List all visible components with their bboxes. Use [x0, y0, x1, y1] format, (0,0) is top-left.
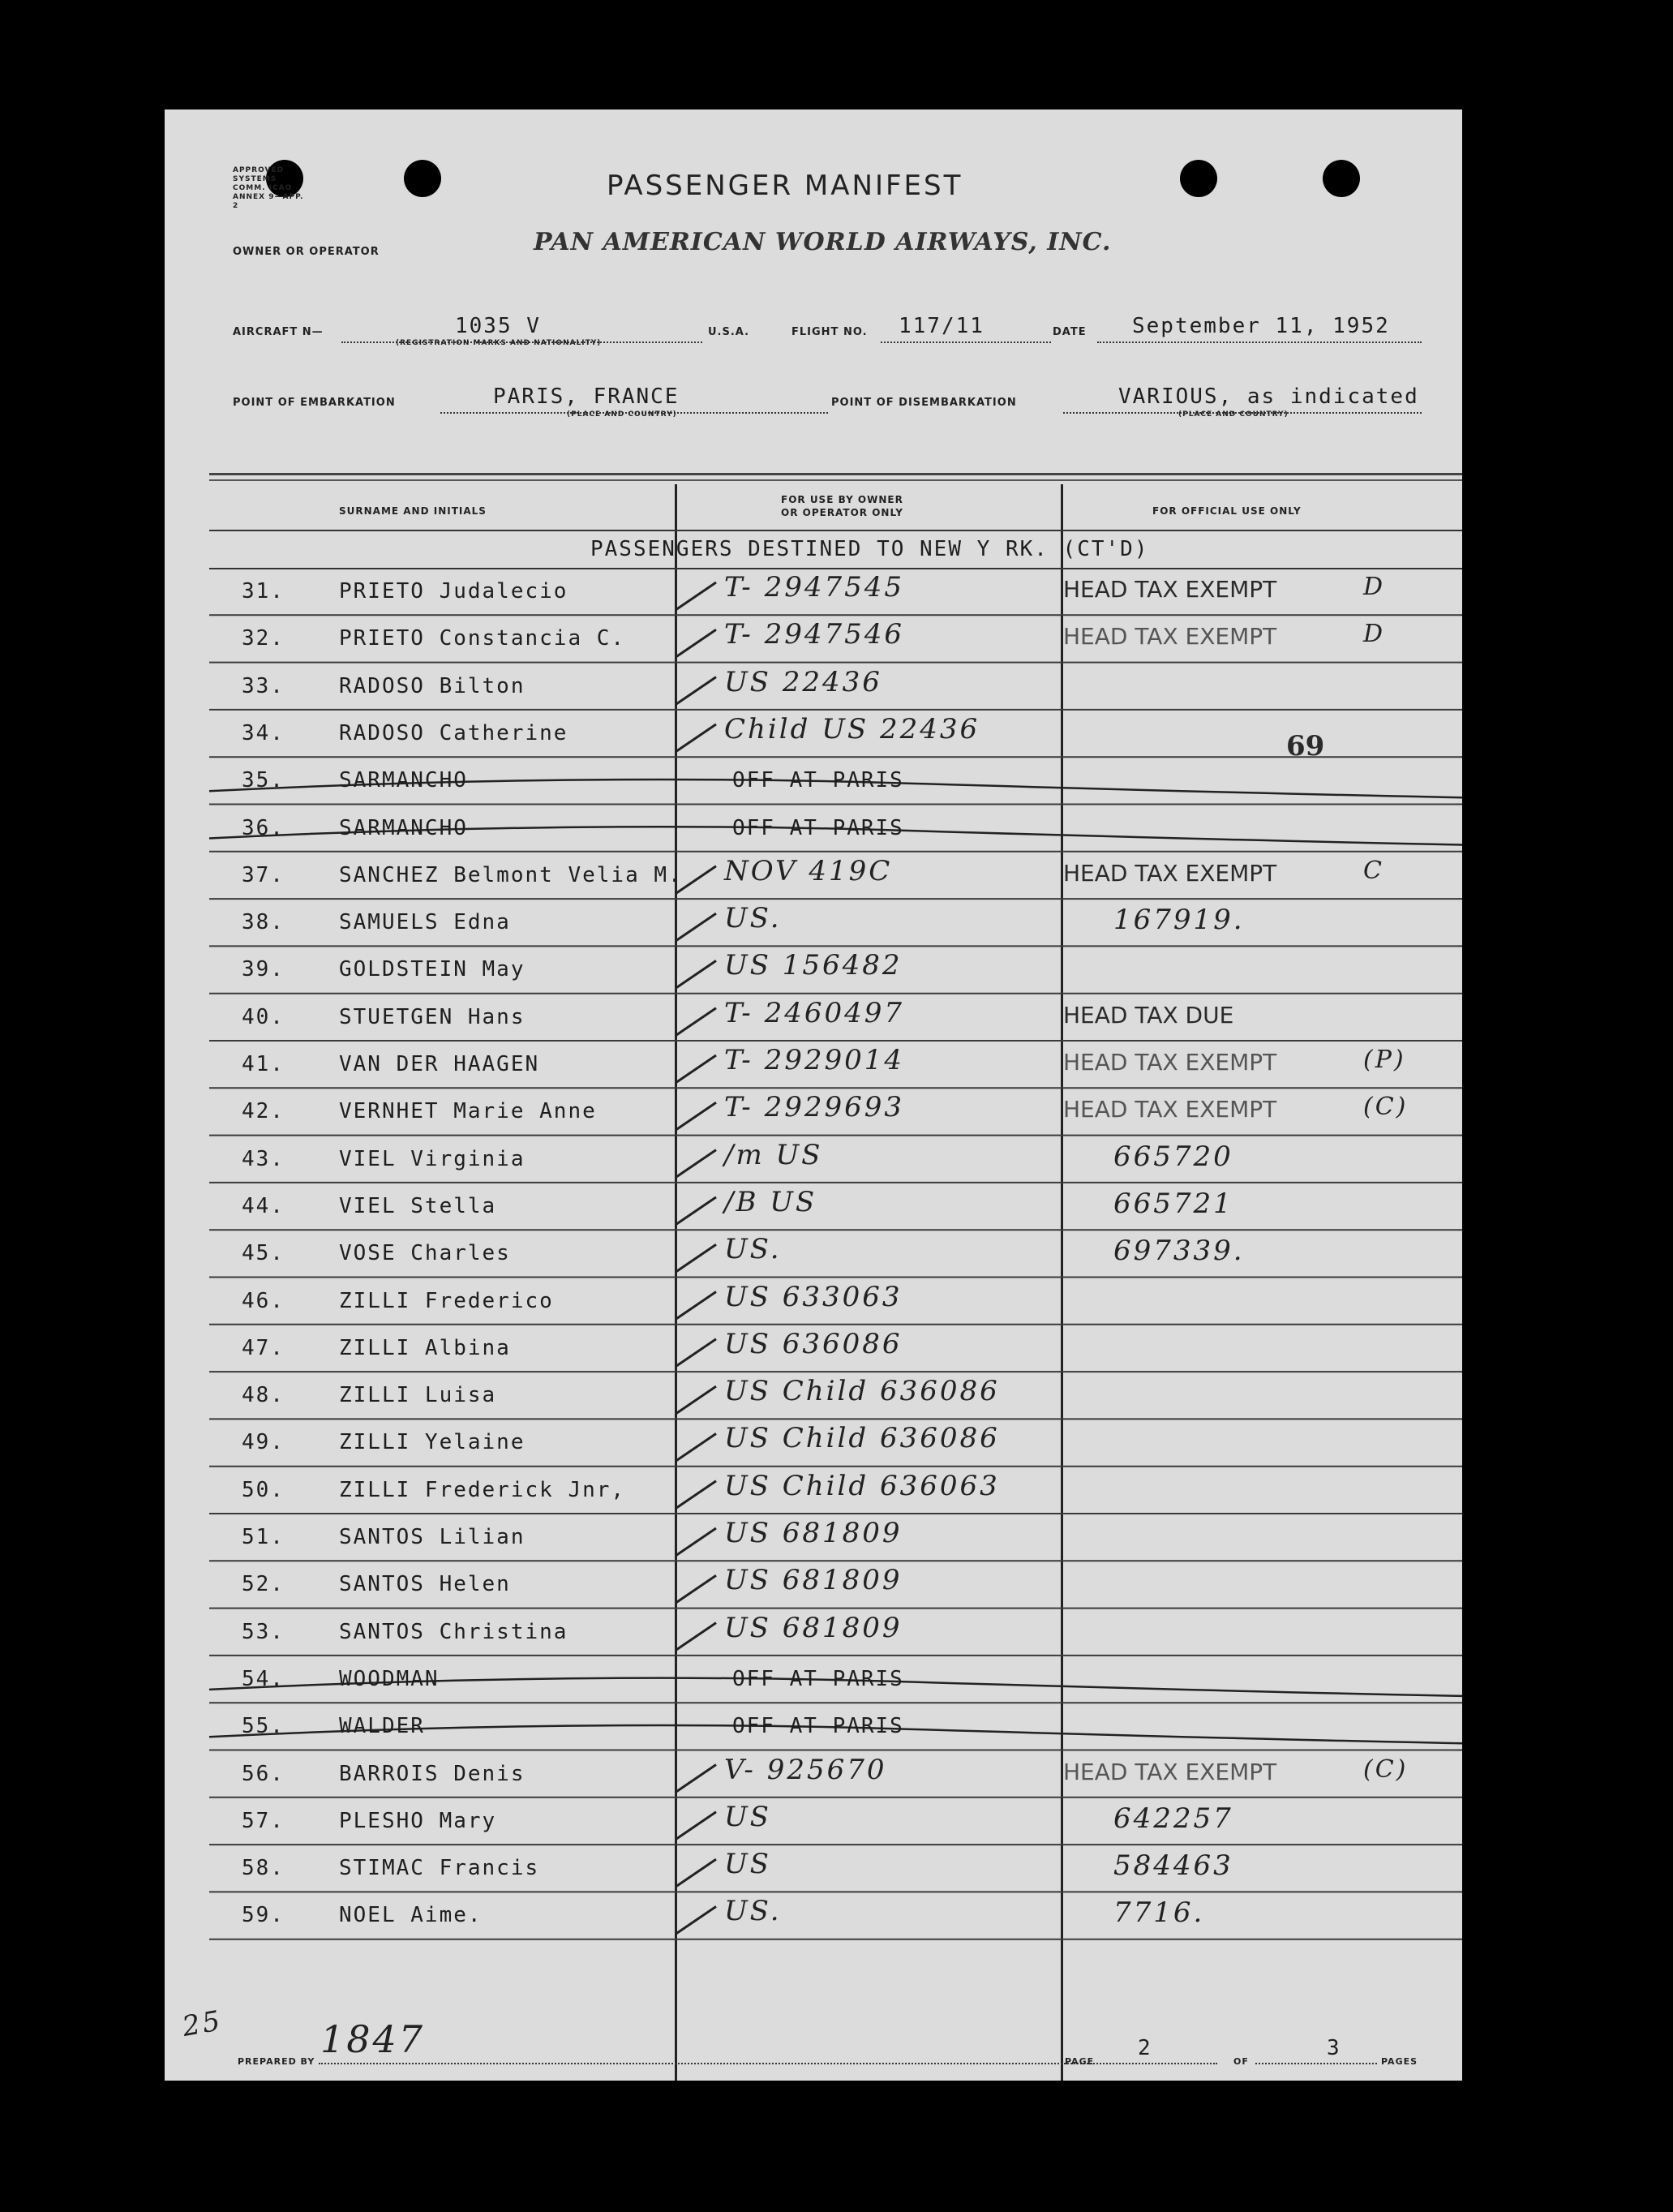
- prepared-label: PREPARED BY: [238, 2056, 315, 2067]
- passenger-name: SARMANCHO: [339, 768, 468, 793]
- operator-entry: T- 2460497: [724, 996, 905, 1029]
- total-pages: 3: [1327, 2036, 1341, 2060]
- passenger-name: VOSE Charles: [339, 1241, 511, 1266]
- row-number: 50.: [242, 1477, 285, 1502]
- operator-entry: US: [724, 1800, 771, 1833]
- row-number: 38.: [242, 910, 285, 935]
- passenger-name: NOEL Aime.: [339, 1903, 483, 1928]
- col-header-owner-line2: OR OPERATOR ONLY: [781, 507, 903, 518]
- official-entry: 665721: [1113, 1187, 1233, 1220]
- passenger-name: WOODMAN: [339, 1666, 440, 1691]
- passenger-name: ZILLI Luisa: [339, 1383, 497, 1408]
- row-number: 58.: [242, 1856, 285, 1881]
- check-tick: [676, 913, 716, 941]
- check-tick: [676, 1481, 716, 1509]
- check-tick: [676, 1765, 716, 1793]
- operator-entry: US.: [724, 902, 782, 935]
- usa-label: U.S.A.: [708, 326, 750, 338]
- official-mark: (C): [1363, 1755, 1409, 1784]
- passenger-name: PRIETO Judalecio: [339, 579, 568, 603]
- manifest-sheet: [165, 110, 1462, 2081]
- row-number: 45.: [242, 1241, 285, 1266]
- passenger-name: ZILLI Frederico: [339, 1288, 554, 1313]
- passenger-name: VAN DER HAAGEN: [339, 1052, 540, 1076]
- row-number: 40.: [242, 1004, 285, 1029]
- row-number: 34.: [242, 720, 285, 745]
- official-entry: HEAD TAX EXEMPT: [1063, 1096, 1277, 1123]
- disembarkation-caption: (PLACE AND COUNTRY): [1178, 410, 1289, 419]
- count-69: 69: [1286, 730, 1325, 762]
- operator-entry: US Child 636086: [724, 1422, 1000, 1455]
- official-mark: D: [1363, 573, 1386, 601]
- check-tick: [676, 1906, 716, 1934]
- col-header-owner-line1: FOR USE BY OWNER: [781, 494, 903, 505]
- row-number: 55.: [242, 1714, 285, 1739]
- operator-entry: US 681809: [724, 1564, 903, 1597]
- check-tick: [676, 629, 716, 657]
- row-number: 41.: [242, 1052, 285, 1076]
- row-number: 44.: [242, 1193, 285, 1218]
- approval-note: APPROVED SYSTEMS COMM. ICAO ANNEX 9—APP. 2: [233, 166, 304, 210]
- operator-entry: OFF AT PARIS: [732, 1714, 904, 1739]
- operator-entry: US 681809: [724, 1611, 903, 1644]
- row-number: 51.: [242, 1525, 285, 1549]
- official-mark: (C): [1363, 1093, 1409, 1122]
- row-number: 33.: [242, 673, 285, 698]
- check-tick: [676, 1433, 716, 1461]
- operator-entry: NOV 419C: [724, 854, 893, 887]
- page-title: PASSENGER MANIFEST: [607, 170, 963, 202]
- operator-entry: T- 2947546: [724, 618, 905, 651]
- official-entry: 697339.: [1113, 1235, 1245, 1268]
- flight-value: 117/11: [899, 314, 984, 338]
- passenger-name: ZILLI Yelaine: [339, 1430, 525, 1455]
- row-number: 43.: [242, 1146, 285, 1171]
- pages-label: PAGES: [1381, 2056, 1418, 2067]
- check-tick: [676, 582, 716, 610]
- disembarkation-label: POINT OF DISEMBARKATION: [831, 397, 1017, 409]
- check-tick: [676, 1244, 716, 1272]
- check-tick: [676, 1528, 716, 1556]
- passenger-name: SANCHEZ Belmont Velia M.: [339, 862, 683, 887]
- passenger-name: SANTOS Helen: [339, 1572, 511, 1597]
- col-header-official: FOR OFFICIAL USE ONLY: [1152, 505, 1302, 517]
- operator-entry: T- 2929014: [724, 1044, 905, 1076]
- aircraft-label: AIRCRAFT N—: [233, 326, 324, 338]
- passenger-name: ZILLI Albina: [339, 1335, 511, 1360]
- official-entry: 665720: [1113, 1140, 1233, 1173]
- margin-mark: 25: [179, 2004, 225, 2043]
- page-number: 2: [1138, 2036, 1152, 2060]
- passenger-name: SANTOS Christina: [339, 1619, 568, 1644]
- operator-entry: Child US 22436: [724, 712, 980, 745]
- row-number: 35.: [242, 768, 285, 793]
- embarkation-caption: (PLACE AND COUNTRY): [567, 410, 677, 419]
- page-label: PAGE: [1065, 2056, 1095, 2067]
- row-number: 59.: [242, 1903, 285, 1928]
- passenger-name: RADOSO Catherine: [339, 720, 568, 745]
- operator-entry: /B US: [724, 1185, 817, 1218]
- check-tick: [676, 1008, 716, 1036]
- aircraft-value: 1035 V: [455, 314, 541, 338]
- embarkation-label: POINT OF EMBARKATION: [233, 397, 396, 409]
- registration-caption: (REGISTRATION MARKS AND NATIONALITY): [396, 339, 602, 347]
- prepared-mark: 1847: [320, 2017, 426, 2061]
- check-tick: [676, 1197, 716, 1225]
- flight-label: FLIGHT NO.: [791, 326, 868, 338]
- operator-entry: OFF AT PARIS: [732, 768, 904, 793]
- check-tick: [676, 677, 716, 705]
- passenger-name: SAMUELS Edna: [339, 910, 511, 935]
- passenger-name: GOLDSTEIN May: [339, 957, 525, 982]
- official-entry: 167919.: [1113, 904, 1245, 937]
- operator-entry: US 681809: [724, 1517, 903, 1549]
- operator-entry: T- 2947545: [724, 571, 905, 603]
- check-tick: [676, 1150, 716, 1178]
- passenger-name: SANTOS Lilian: [339, 1525, 525, 1549]
- row-number: 47.: [242, 1335, 285, 1360]
- operator-entry: US Child 636063: [724, 1469, 1000, 1502]
- check-tick: [676, 1102, 716, 1130]
- owner-label: OWNER OR OPERATOR: [233, 246, 380, 258]
- official-entry: HEAD TAX EXEMPT: [1063, 576, 1277, 603]
- passenger-name: STIMAC Francis: [339, 1856, 540, 1881]
- operator-entry: OFF AT PARIS: [732, 815, 904, 840]
- official-entry: HEAD TAX EXEMPT: [1063, 859, 1277, 887]
- passenger-name: BARROIS Denis: [339, 1761, 525, 1786]
- check-tick: [676, 960, 716, 988]
- official-entry: 7716.: [1113, 1896, 1205, 1930]
- passenger-name: VERNHET Marie Anne: [339, 1099, 597, 1124]
- airline-name: PAN AMERICAN WORLD AIRWAYS, INC.: [534, 228, 1112, 256]
- column-divider: [1061, 484, 1063, 2081]
- date-label: DATE: [1053, 326, 1087, 338]
- column-divider: [675, 484, 677, 2081]
- operator-entry: V- 925670: [724, 1753, 887, 1786]
- official-entry: HEAD TAX EXEMPT: [1063, 623, 1277, 651]
- operator-entry: US: [724, 1848, 771, 1881]
- row-number: 39.: [242, 957, 285, 982]
- passenger-name: VIEL Stella: [339, 1193, 497, 1218]
- row-number: 32.: [242, 626, 285, 651]
- operator-entry: US 156482: [724, 949, 903, 982]
- passenger-name: WALDER: [339, 1714, 425, 1739]
- operator-entry: US Child 636086: [724, 1375, 1000, 1408]
- operator-entry: /m US: [724, 1138, 823, 1171]
- operator-entry: OFF AT PARIS: [732, 1666, 904, 1691]
- official-entry: HEAD TAX EXEMPT: [1063, 1758, 1277, 1785]
- official-entry: HEAD TAX DUE: [1063, 1001, 1234, 1029]
- check-tick: [676, 724, 716, 752]
- operator-entry: US 636086: [724, 1327, 903, 1360]
- punch-hole: [1180, 160, 1217, 197]
- disembarkation-value: VARIOUS, as indicated: [1118, 384, 1419, 409]
- check-tick: [676, 1386, 716, 1414]
- row-number: 56.: [242, 1761, 285, 1786]
- embarkation-value: PARIS, FRANCE: [493, 384, 680, 409]
- date-value: September 11, 1952: [1132, 314, 1390, 338]
- passenger-name: VIEL Virginia: [339, 1146, 525, 1171]
- check-tick: [676, 1812, 716, 1840]
- official-entry: 642257: [1113, 1802, 1233, 1835]
- passenger-name: ZILLI Frederick Jnr,: [339, 1477, 626, 1502]
- passenger-name: PRIETO Constancia C.: [339, 626, 626, 651]
- official-entry: 584463: [1113, 1849, 1233, 1883]
- check-tick: [676, 1055, 716, 1083]
- row-number: 36.: [242, 815, 285, 840]
- section-heading: PASSENGERS DESTINED TO NEW Y RK. (CT'D): [590, 537, 1149, 561]
- check-tick: [676, 1575, 716, 1603]
- official-entry: HEAD TAX EXEMPT: [1063, 1049, 1277, 1076]
- operator-entry: T- 2929693: [724, 1091, 905, 1124]
- row-number: 46.: [242, 1288, 285, 1313]
- operator-entry: US 633063: [724, 1280, 903, 1313]
- official-mark: D: [1363, 620, 1386, 649]
- check-tick: [676, 1292, 716, 1320]
- row-number: 49.: [242, 1430, 285, 1455]
- operator-entry: US 22436: [724, 665, 882, 698]
- row-number: 42.: [242, 1099, 285, 1124]
- passenger-name: SARMANCHO: [339, 815, 468, 840]
- row-number: 52.: [242, 1572, 285, 1597]
- punch-hole: [1323, 160, 1360, 197]
- operator-entry: US.: [724, 1895, 782, 1928]
- check-tick: [676, 1339, 716, 1367]
- row-number: 57.: [242, 1808, 285, 1833]
- check-tick: [676, 1859, 716, 1887]
- operator-entry: US.: [724, 1233, 782, 1266]
- official-mark: C: [1363, 856, 1384, 885]
- row-number: 54.: [242, 1666, 285, 1691]
- passenger-name: RADOSO Bilton: [339, 673, 525, 698]
- row-number: 31.: [242, 579, 285, 603]
- of-label: OF: [1233, 2056, 1249, 2067]
- check-tick: [676, 1623, 716, 1651]
- official-mark: (P): [1363, 1046, 1406, 1074]
- row-number: 37.: [242, 862, 285, 887]
- row-number: 48.: [242, 1383, 285, 1408]
- passenger-name: STUETGEN Hans: [339, 1004, 525, 1029]
- row-number: 53.: [242, 1619, 285, 1644]
- passenger-name: PLESHO Mary: [339, 1808, 497, 1833]
- punch-hole: [404, 160, 441, 197]
- col-header-surname: SURNAME AND INITIALS: [339, 505, 487, 517]
